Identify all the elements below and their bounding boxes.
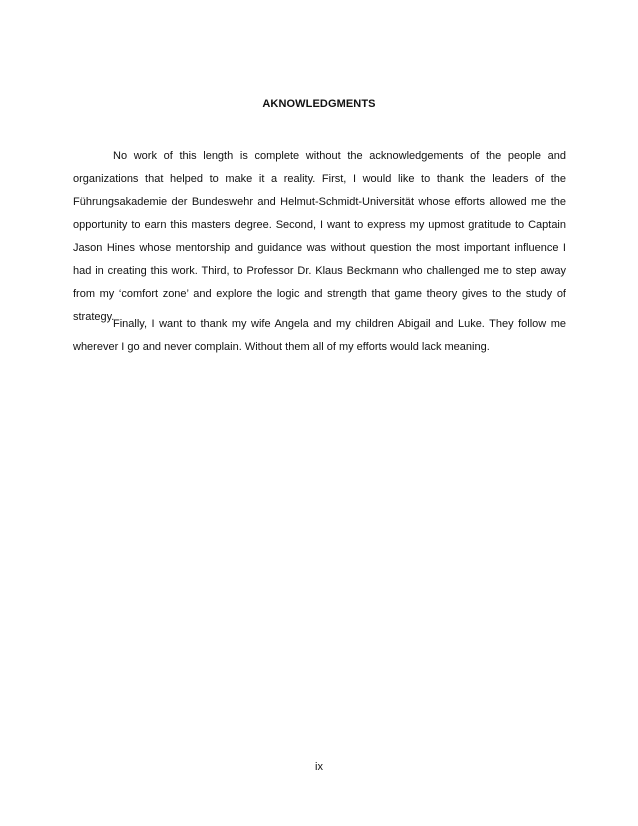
page-number: ix — [315, 761, 323, 773]
acknowledgment-paragraph-2: Finally, I want to thank my wife Angela and my children Abigail and Luke. They follow me wherever I go and never complain. Without them all of my efforts would lack meaning. — [73, 318, 566, 353]
page-title: AKNOWLEDGMENTS — [262, 98, 376, 110]
acknowledgment-paragraph-1: No work of this length is complete without the acknowledgements of the people and organizations that helped to make it a reality. First, I would like to thank the leaders of the Führungsakademie der Bundeswehr and Helmut-Schmidt-Universität whose efforts allowed me the opportunity to earn this masters degree. Second, I want to express my upmost gratitude to Captain Jason Hines whose mentorship and guidance was without question the most important influence I had in creating this work. Third, to Professor Dr. Klaus Beckmann who challenged me to step away from my ‘comfort zone’ and explore the logic and strength that game theory gives to the study of strategy. — [73, 150, 566, 323]
body-paragraph-container-2 — [73, 313, 566, 359]
body-paragraph-container-1 — [73, 145, 566, 329]
